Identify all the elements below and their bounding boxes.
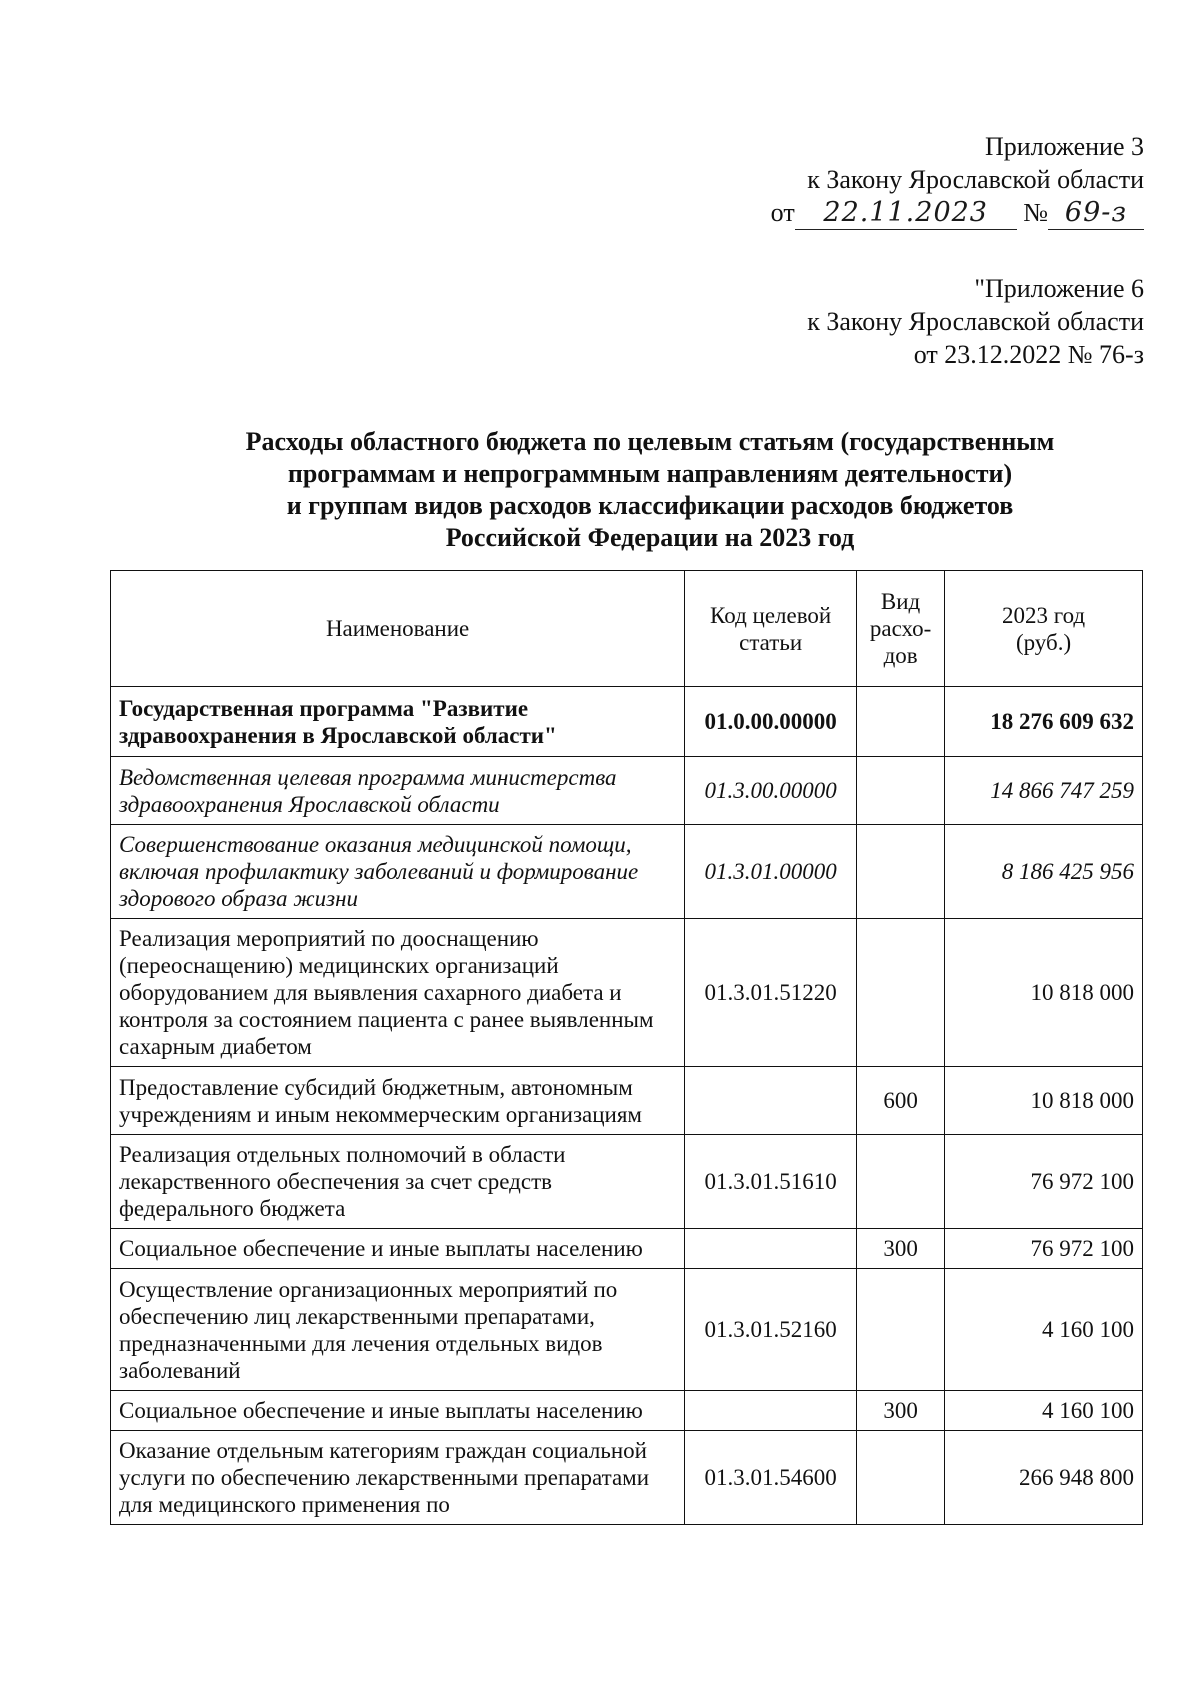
cell-amount: 266 948 800 <box>945 1431 1143 1525</box>
original-law-reference: к Закону Ярославской области <box>807 307 1144 336</box>
cell-kind <box>857 1269 945 1391</box>
cell-code: 01.3.01.51220 <box>685 919 857 1067</box>
appendix-header <box>771 130 1144 230</box>
cell-amount: 18 276 609 632 <box>945 687 1143 757</box>
cell-kind <box>857 1431 945 1525</box>
cell-amount: 4 160 100 <box>945 1391 1143 1431</box>
cell-kind <box>857 919 945 1067</box>
cell-amount: 14 866 747 259 <box>945 757 1143 825</box>
table-row <box>111 757 1143 825</box>
cell-name: Социальное обеспечение и иные выплаты населению <box>111 1229 685 1269</box>
cell-code: 01.3.01.51610 <box>685 1135 857 1229</box>
original-law-date: от 23.12.2022 № 76-з <box>913 340 1144 369</box>
cell-amount: 76 972 100 <box>945 1229 1143 1269</box>
cell-name: Реализация отдельных полномочий в области лекарственного обеспечения за счет средств федерального бюджета <box>111 1135 685 1229</box>
cell-kind <box>857 1135 945 1229</box>
cell-code: 01.3.01.52160 <box>685 1269 857 1391</box>
cell-code: 01.3.01.54600 <box>685 1431 857 1525</box>
law-date-line <box>771 196 1144 230</box>
cell-code <box>685 1067 857 1135</box>
cell-code: 01.3.01.00000 <box>685 825 857 919</box>
title-line: Расходы областного бюджета по целевым статьям (государственным <box>245 427 1055 456</box>
cell-amount: 76 972 100 <box>945 1135 1143 1229</box>
table-row <box>111 1431 1143 1525</box>
table-row <box>111 687 1143 757</box>
cell-name: Реализация мероприятий по дооснащению (переоснащению) медицинских организаций оборудованием для выявления сахарного диабета и контроля за состоянием пациента с ранее выявленным сахарным диабетом <box>111 919 685 1067</box>
header-amount: 2023 год (руб.) <box>945 571 1143 687</box>
table-row <box>111 1391 1143 1431</box>
header-code: Код целевой статьи <box>685 571 857 687</box>
title-line: программам и непрограммным направлениям деятельности) <box>287 459 1013 488</box>
cell-code <box>685 1391 857 1431</box>
cell-code: 01.0.00.00000 <box>685 687 857 757</box>
handwritten-number: 69-з <box>1048 196 1144 230</box>
document-title <box>160 426 1140 554</box>
cell-amount: 8 186 425 956 <box>945 825 1143 919</box>
cell-amount: 4 160 100 <box>945 1269 1143 1391</box>
cell-kind: 300 <box>857 1229 945 1269</box>
cell-name: Социальное обеспечение и иные выплаты населению <box>111 1391 685 1431</box>
cell-kind: 600 <box>857 1067 945 1135</box>
cell-name: Государственная программа "Развитие здравоохранения в Ярославской области" <box>111 687 685 757</box>
number-prefix: № <box>1023 198 1048 227</box>
cell-name: Оказание отдельным категориям граждан социальной услуги по обеспечению лекарственными препаратами для медицинского применения по <box>111 1431 685 1525</box>
table-row <box>111 1229 1143 1269</box>
title-line: и группам видов расходов классификации расходов бюджетов <box>286 491 1014 520</box>
header-kind: Вид расхо-дов <box>857 571 945 687</box>
cell-kind <box>857 757 945 825</box>
cell-code <box>685 1229 857 1269</box>
law-reference: к Закону Ярославской области <box>807 165 1144 194</box>
table-row <box>111 825 1143 919</box>
cell-code: 01.3.00.00000 <box>685 757 857 825</box>
cell-kind <box>857 687 945 757</box>
cell-name: Предоставление субсидий бюджетным, автономным учреждениям и иным некоммерческим организациям <box>111 1067 685 1135</box>
cell-name: Совершенствование оказания медицинской помощи, включая профилактику заболеваний и формирование здорового образа жизни <box>111 825 685 919</box>
expenditure-table <box>110 570 1143 1525</box>
table-row <box>111 1135 1143 1229</box>
table-row <box>111 1269 1143 1391</box>
handwritten-date: 22.11.2023 <box>795 196 1017 230</box>
cell-kind: 300 <box>857 1391 945 1431</box>
table-header-row <box>111 571 1143 687</box>
original-appendix-number: "Приложение 6 <box>974 274 1144 303</box>
cell-name: Осуществление организационных мероприятий по обеспечению лиц лекарственными препаратами, предназначенными для лечения отдельных видов заболеваний <box>111 1269 685 1391</box>
original-appendix-header <box>807 272 1144 371</box>
header-name: Наименование <box>111 571 685 687</box>
cell-name: Ведомственная целевая программа министерства здравоохранения Ярославской области <box>111 757 685 825</box>
cell-amount: 10 818 000 <box>945 919 1143 1067</box>
table-row <box>111 919 1143 1067</box>
table-row <box>111 1067 1143 1135</box>
cell-kind <box>857 825 945 919</box>
appendix-number: Приложение 3 <box>984 132 1144 161</box>
cell-amount: 10 818 000 <box>945 1067 1143 1135</box>
title-line: Российской Федерации на 2023 год <box>445 523 855 552</box>
date-prefix: от <box>770 198 795 227</box>
